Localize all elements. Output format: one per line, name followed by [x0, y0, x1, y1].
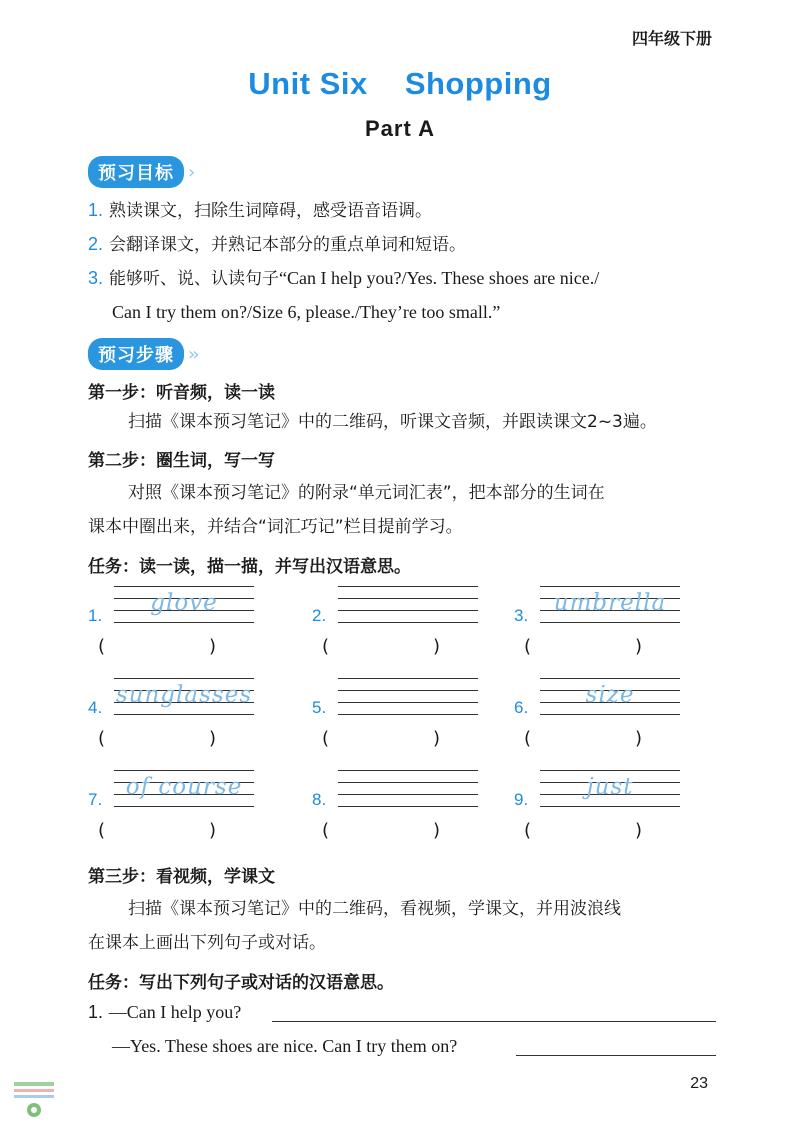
goal-text: 会翻译课文，并熟记本部分的重点单词和短语。	[109, 235, 467, 255]
trace-word: of course	[125, 774, 243, 800]
step-1-text: 扫描《课本预习笔记》中的二维码，听课文音频，并跟读课文2~3遍。	[128, 412, 657, 432]
word-cell	[514, 580, 719, 672]
word-cell	[312, 580, 517, 672]
meaning-blank[interactable]: ( )	[322, 820, 440, 841]
unit-title	[0, 66, 800, 102]
goal-item	[88, 261, 599, 296]
word-cell	[88, 580, 293, 672]
goal-text-english: “Can I help you?/Yes. These shoes are nice./	[279, 268, 600, 288]
preview-goals-label: 预习目标	[88, 156, 184, 188]
meaning-blank[interactable]: ( )	[524, 820, 642, 841]
goal-number: 1.	[88, 200, 104, 220]
preview-steps-badge	[88, 338, 196, 370]
meaning-blank[interactable]: ( )	[98, 728, 216, 749]
word-number: 8.	[312, 790, 327, 809]
answer-line[interactable]	[516, 1055, 716, 1056]
step-2-title: 第二步：圈生词，写一写	[88, 451, 275, 471]
trace-word: glove	[150, 590, 218, 616]
goal-item	[88, 193, 432, 228]
trace-word: sunglasses	[115, 682, 253, 708]
double-chevron-icon: ›	[188, 161, 193, 183]
step-2-text: 对照《课本预习笔记》的附录“单元词汇表”，把本部分的生词在	[128, 483, 605, 503]
double-chevron-icon: ››	[188, 343, 197, 365]
step-2-task: 任务：读一读，描一描，并写出汉语意思。	[88, 557, 411, 577]
goal-text-english-cont: Can I try them on?/Size 6, please./They’re too small.”	[112, 302, 501, 322]
word-cell	[88, 672, 293, 764]
word-number: 6.	[514, 698, 529, 717]
word-number: 1.	[88, 606, 103, 625]
meaning-blank[interactable]: ( )	[524, 728, 642, 749]
step-3-text: 扫描《课本预习笔记》中的二维码，看视频，学课文，并用波浪线	[128, 899, 621, 919]
goal-number: 3.	[88, 268, 104, 288]
publisher-stamp	[12, 1080, 56, 1120]
meaning-blank[interactable]: ( )	[98, 636, 216, 657]
word-cell	[312, 672, 517, 764]
word-cell	[88, 764, 293, 856]
dialogue-line: —Can I help you?	[108, 1002, 242, 1022]
unit-number: Unit Six	[248, 66, 368, 101]
trace-word: just	[586, 774, 634, 800]
word-number: 4.	[88, 698, 103, 717]
meaning-blank[interactable]: ( )	[322, 636, 440, 657]
dialogue-line: —Yes. These shoes are nice. Can I try them on?	[112, 1036, 458, 1056]
meaning-blank[interactable]: ( )	[322, 728, 440, 749]
dialogue-question-1	[88, 1002, 241, 1023]
meaning-blank[interactable]: ( )	[524, 636, 642, 657]
step-3-task: 任务：写出下列句子或对话的汉语意思。	[88, 973, 394, 993]
meaning-blank[interactable]: ( )	[98, 820, 216, 841]
grade-label: 四年级下册	[631, 29, 712, 48]
part-title: Part A	[365, 116, 435, 141]
step-3-text-cont: 在课本上画出下列句子或对话。	[88, 933, 326, 953]
goal-text: 能够听、说、认读句子	[109, 269, 280, 289]
word-cell	[514, 672, 719, 764]
answer-line[interactable]	[272, 1021, 716, 1022]
goal-text: 熟读课文，扫除生词障碍，感受语音语调。	[109, 201, 433, 221]
word-number: 7.	[88, 790, 103, 809]
word-number: 5.	[312, 698, 327, 717]
word-cell	[514, 764, 719, 856]
trace-word: size	[585, 682, 635, 708]
word-number: 2.	[312, 606, 327, 625]
goal-number: 2.	[88, 234, 104, 254]
trace-word: umbrella	[553, 590, 667, 616]
question-number: 1.	[88, 1002, 104, 1022]
word-number: 9.	[514, 790, 529, 809]
step-3-title: 第三步：看视频，学课文	[88, 867, 275, 887]
word-cell	[312, 764, 517, 856]
step-1-title: 第一步：听音频，读一读	[88, 383, 275, 403]
preview-steps-label: 预习步骤	[88, 338, 184, 370]
goal-item	[88, 227, 466, 262]
preview-goals-badge	[88, 156, 192, 188]
word-number: 3.	[514, 606, 529, 625]
page-number: 23	[690, 1075, 708, 1092]
step-2-text-cont: 课本中圈出来，并结合“词汇巧记”栏目提前学习。	[88, 517, 463, 537]
unit-topic: Shopping	[404, 66, 552, 101]
